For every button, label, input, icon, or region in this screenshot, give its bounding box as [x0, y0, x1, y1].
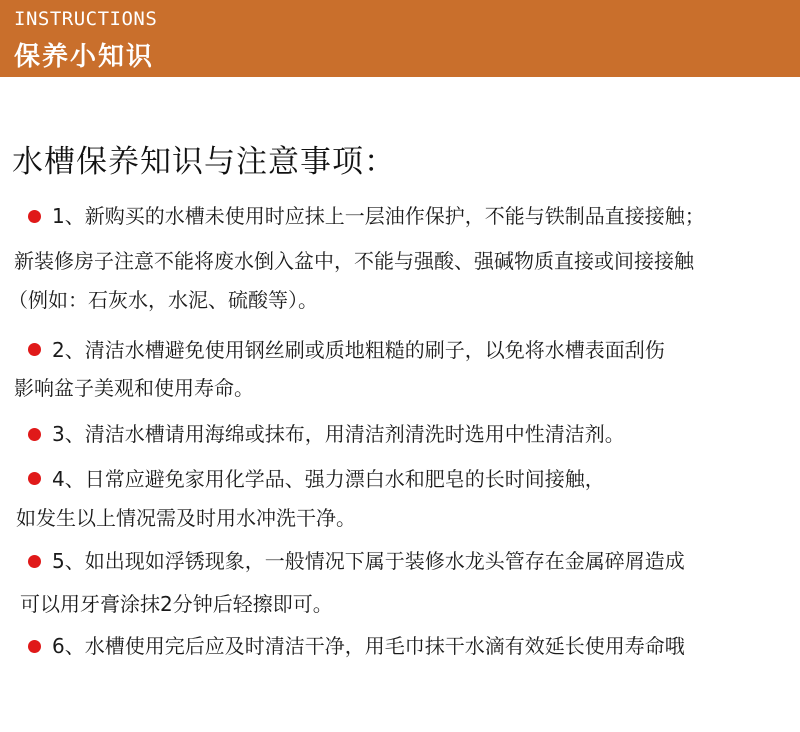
item-line: 1、新购买的水槽未使用时应抹上一层油作保护，不能与铁制品直接接触；: [52, 204, 705, 228]
page-title: 水槽保养知识与注意事项：: [12, 144, 396, 180]
item-line: 6、水槽使用完后应及时清洁干净，用毛巾抹干水滴有效延长使用寿命哦: [52, 634, 685, 658]
item-line: 4、日常应避免家用化学品、强力漂白水和肥皂的长时间接触，: [52, 467, 605, 491]
bullet-dot-icon: [28, 210, 41, 223]
bullet-dot-icon: [28, 555, 41, 568]
item-line: 5、如出现如浮锈现象，一般情况下属于装修水龙头管存在金属碎屑造成: [52, 549, 685, 573]
item-line: （例如：石灰水，水泥、硫酸等）。: [8, 288, 318, 312]
header-banner: [0, 0, 800, 77]
item-line: 可以用牙膏涂抹2分钟后轻擦即可。: [20, 592, 333, 616]
item-line: 新装修房子注意不能将废水倒入盆中，不能与强酸、强碱物质直接或间接接触: [14, 249, 694, 273]
item-line: 如发生以上情况需及时用水冲洗干净。: [16, 506, 356, 530]
bullet-dot-icon: [28, 428, 41, 441]
header-title-en: INSTRUCTIONS: [14, 8, 158, 30]
item-line: 2、清洁水槽避免使用钢丝刷或质地粗糙的刷子，以免将水槽表面刮伤: [52, 338, 665, 362]
item-line: 3、清洁水槽请用海绵或抹布，用清洁剂清洗时选用中性清洁剂。: [52, 422, 625, 446]
header-title-cn: 保养小知识: [14, 42, 155, 72]
item-line: 影响盆子美观和使用寿命。: [14, 376, 254, 400]
bullet-dot-icon: [28, 343, 41, 356]
bullet-dot-icon: [28, 472, 41, 485]
bullet-dot-icon: [28, 640, 41, 653]
